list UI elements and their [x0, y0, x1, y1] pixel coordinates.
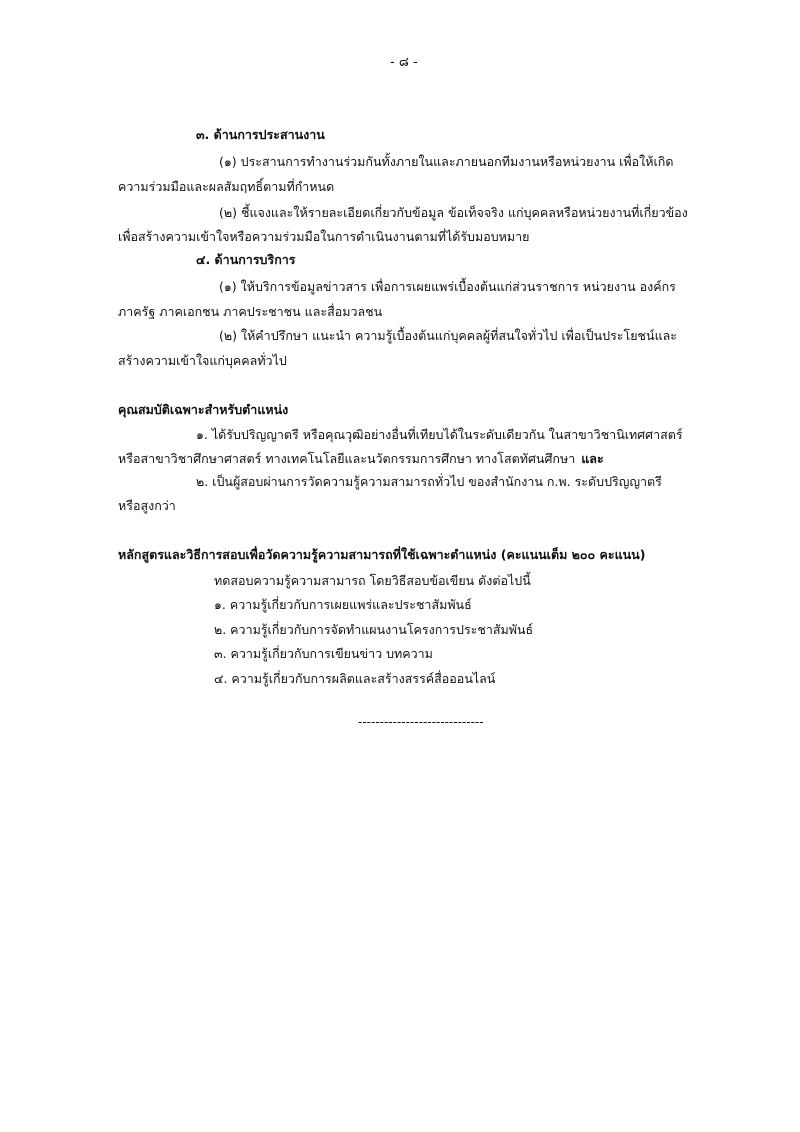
section-4-item-2-line-2: สร้างความเข้าใจแก่บุคคลทั่วไป — [118, 353, 287, 368]
qualification-1-line-1: ๑. ได้รับปริญญาตรี หรือคุณวุฒิอย่างอื่นที่เทียบได้ในระดับเดียวกัน ในสาขาวิชานิเทศศาสตร์ — [196, 427, 683, 442]
exam-item-2: ๒. ความรู้เกี่ยวกับการจัดทำแผนงานโครงการประชาสัมพันธ์ — [214, 622, 534, 637]
qualifications-heading: คุณสมบัติเฉพาะสำหรับตำแหน่ง — [118, 402, 289, 417]
qualification-1-line-2-text: หรือสาขาวิชาศึกษาศาสตร์ ทางเทคโนโลยีและนวัตกรรมการศึกษา ทางโสตทัศนศึกษา — [118, 451, 576, 466]
end-divider: ----------------------------- — [358, 715, 484, 729]
section-4-item-2-line-1: (๒) ให้คำปรึกษา แนะนำ ความรู้เบื้องต้นแก่บุคคลผู้ที่สนใจทั่วไป เพื่อเป็นประโยชน์และ — [219, 328, 678, 343]
section-4-item-1-line-1: (๑) ให้บริการข้อมูลข่าวสาร เพื่อการเผยแพร่เบื้องต้นแก่ส่วนราชการ หน่วยงาน องค์กร — [219, 279, 676, 294]
section-3-item-2-line-2: เพื่อสร้างความเข้าใจหรือความร่วมมือในการดำเนินงานตามที่ได้รับมอบหมาย — [118, 229, 530, 244]
exam-intro: ทดสอบความรู้ความสามารถ โดยวิธีสอบข้อเขียน ดังต่อไปนี้ — [214, 573, 531, 588]
section-3-item-1-line-1: (๑) ประสานการทำงานร่วมกันทั้งภายในและภายนอกทีมงานหรือหน่วยงาน เพื่อให้เกิด — [219, 154, 674, 169]
exam-heading: หลักสูตรและวิธีการสอบเพื่อวัดความรู้ความสามารถที่ใช้เฉพาะตำแหน่ง (คะแนนเต็ม ๒๐๐ คะแนน) — [118, 547, 646, 562]
qualification-1-line-2 — [118, 453, 604, 466]
qualification-1-and-word: และ — [581, 451, 604, 466]
exam-item-1: ๑. ความรู้เกี่ยวกับการเผยแพร่และประชาสัมพันธ์ — [214, 597, 472, 612]
section-3-heading: ๓. ด้านการประสานงาน — [196, 127, 325, 142]
section-3-item-2-line-1: (๒) ชี้แจงและให้รายละเอียดเกี่ยวกับข้อมูล ข้อเท็จจริง แก่บุคคลหรือหน่วยงานที่เกี่ยวข้อง — [219, 205, 688, 220]
section-4-heading: ๔. ด้านการบริการ — [196, 252, 296, 267]
qualification-2-line-1: ๒. เป็นผู้สอบผ่านการวัดความรู้ความสามารถทั่วไป ของสำนักงาน ก.พ. ระดับปริญญาตรี — [196, 474, 662, 489]
exam-item-4: ๔. ความรู้เกี่ยวกับการผลิตและสร้างสรรค์สื่อออนไลน์ — [214, 671, 496, 686]
page-number: - ๘ - — [390, 55, 418, 70]
section-3-item-1-line-2: ความร่วมมือและผลสัมฤทธิ์ตามที่กำหนด — [118, 179, 335, 194]
section-4-item-1-line-2: ภาครัฐ ภาคเอกชน ภาคประชาชน และสื่อมวลชน — [118, 304, 383, 319]
exam-item-3: ๓. ความรู้เกี่ยวกับการเขียนข่าว บทความ — [214, 646, 433, 661]
qualification-2-line-2: หรือสูงกว่า — [118, 498, 176, 513]
